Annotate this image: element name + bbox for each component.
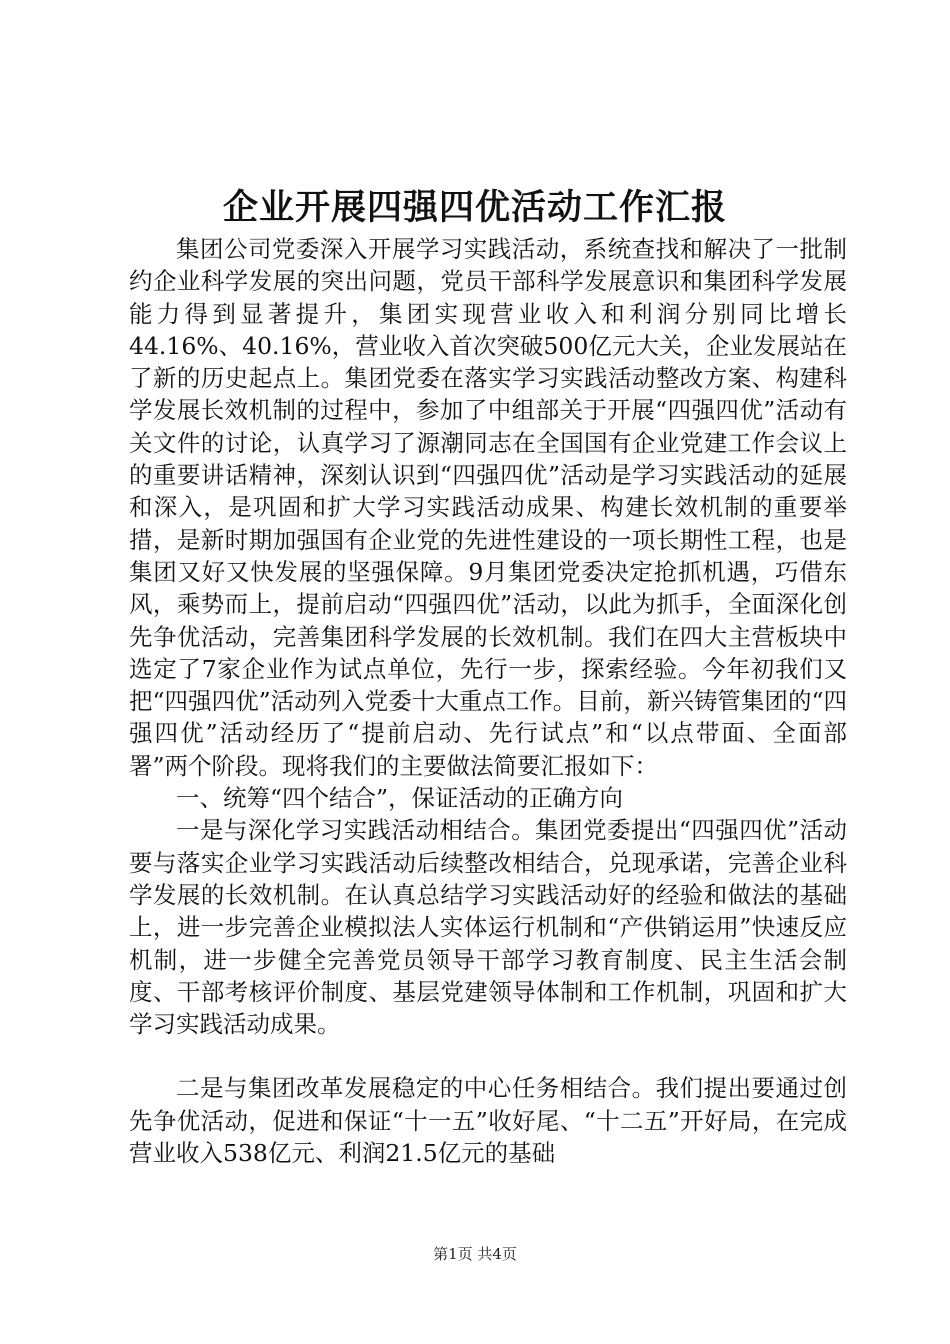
document-body [129,233,847,1169]
paragraph-first-point: 一是与深化学习实践活动相结合。集团党委提出“四强四优”活动要与落实企业学习实践活动后续整改相结合，兑现承诺，完善企业科学发展的长效机制。在认真总结学习实践活动好的经验和做法的基础上，进一步完善企业模拟法人实体运行机制和“产供销运用”快速反应机制，进一步健全完善党员领导干部学习教育制度、民主生活会制度、干部考核评价制度、基层党建领导体制和工作机制，巩固和扩大学习实践活动成果。 [129,816,847,1039]
section-heading: 一、统筹“四个结合”，保证活动的正确方向 [176,784,624,813]
paragraph-second-point: 二是与集团改革发展稳定的中心任务相结合。我们提出要通过创先争优活动，促进和保证“十一五”收好尾、“十二五”开好局，在完成营业收入538亿元、利润21.5亿元的基础 [129,1074,847,1168]
paragraph-intro: 集团公司党委深入开展学习实践活动，系统查找和解决了一批制约企业科学发展的突出问题，党员干部科学发展意识和集团科学发展能力得到显著提升，集团实现营业收入和利润分别同比增长44.16%、40.16%，营业收入首次突破500亿元大关，企业发展站在了新的历史起点上。集团党委在落实学习实践活动整改方案、构建科学发展长效机制的过程中，参加了中组部关于开展“四强四优”活动有关文件的讨论，认真学习了源潮同志在全国国有企业党建工作会议上的重要讲话精神，深刻认识到“四强四优”活动是学习实践活动的延展和深入，是巩固和扩大学习实践活动成果、构建长效机制的重要举措，是新时期加强国有企业党的先进性建设的一项长期性工程，也是集团又好又快发展的坚强保障。9月集团党委决定抢抓机遇，巧借东风，乘势而上，提前启动“四强四优”活动，以此为抓手，全面深化创先争优活动，完善集团科学发展的长效机制。我们在四大主营板块中选定了7家企业作为试点单位，先行一步，探索经验。今年初我们又把“四强四优”活动列入党委十大重点工作。目前，新兴铸管集团的“四强四优”活动经历了“提前启动、先行试点”和“以点带面、全面部署”两个阶段。现将我们的主要做法简要汇报如下： [129,235,847,780]
document-title: 企业开展四强四优活动工作汇报 [222,187,727,228]
page-footer: 第1页 共4页 [433,1245,517,1263]
